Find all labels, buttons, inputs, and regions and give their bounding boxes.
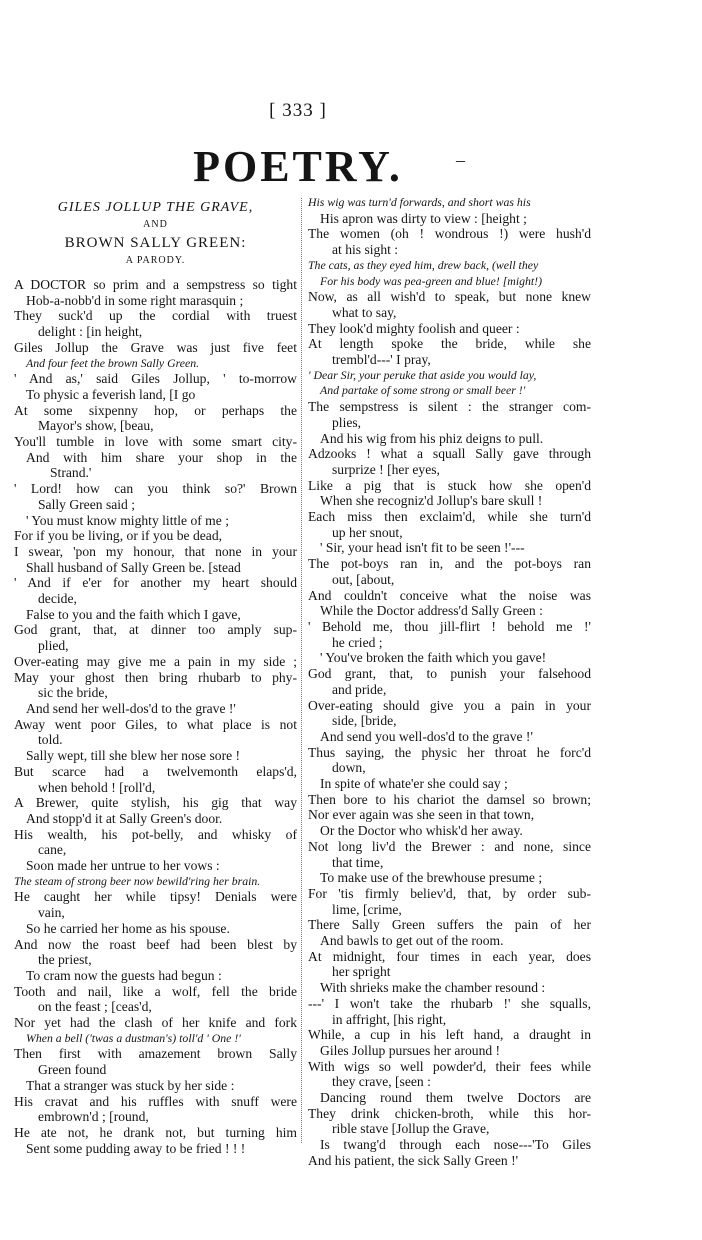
verse-line: out, [about, [332,571,395,587]
verse-line: False to you and the faith which I gave, [26,606,241,622]
verse-line: And send her well-dos'd to the grave !' [26,700,236,716]
verse-line: I swear, 'pon my honour, that none in your [14,543,297,559]
verse-line: Or the Doctor who whisk'd her away. [320,823,523,839]
verse-line: Strand.' [50,465,92,481]
verse-line: While the Doctor address'd Sally Green : [320,603,543,619]
verse-line: And stopp'd it at Sally Green's door. [26,810,223,826]
verse-line: Each miss then exclaim'd, while she turn'd [308,509,591,525]
verse-line: The pot-boys ran in, and the pot-boys ran [308,556,591,572]
poem-parody-label: A PARODY. [125,255,186,266]
verse-line: And couldn't conceive what the noise was [308,587,591,603]
verse-line: For 'tis firmly believ'd, that, by order sub- [308,885,591,901]
verse-line: ' You've broken the faith which you gave! [320,650,547,666]
right-column [308,195,591,1169]
verse-line: God grant, that, to punish your falsehood [308,666,591,682]
verse-line: side, [bride, [332,713,397,729]
verse-line: plied, [38,638,69,654]
verse-line: There Sally Green suffers the pain of her [308,917,591,933]
page-number: [ 333 ] [269,100,327,121]
verse-line: While, a cup in his left hand, a draught in [308,1027,591,1043]
verse-line: ' And if e'er for another my heart should [14,575,297,591]
verse-line: Over-eating may give me a pain in my side ; [14,653,297,669]
verse-line: His wig was turn'd forwards, and short was his [308,195,531,209]
verse-line: trembl'd---' I pray, [332,352,431,368]
verse-line: You'll tumble in love with some smart city- [14,434,297,450]
verse-line: decide, [38,591,77,607]
verse-line: Thus saying, the physic her throat he forc'd [308,744,591,760]
verse-line: For if you be living, or if you be dead, [14,528,223,544]
verse-line: His apron was dirty to view : [height ; [320,210,527,226]
verse-line: For his body was pea-green and blue! [might!) [320,273,543,288]
verse-line: His wealth, his pot-belly, and whisky of [14,826,297,842]
verse-line: surprize ! [her eyes, [332,461,440,477]
verse-line: He ate not, he drank not, but turning him [14,1124,297,1140]
verse-line: His cravat and his ruffles with snuff were [14,1093,297,1109]
poem-title: GILES JOLLUP THE GRAVE, [57,200,254,215]
verse-line: And now the roast beef had been blest by [14,936,297,952]
verse-line: May your ghost then bring rhubarb to phy- [14,669,297,685]
verse-line: ' Lord! how can you think so?' Brown [14,481,297,497]
verse-line: Now, as all wish'd to speak, but none knew [308,289,591,305]
verse-line: Then bore to his chariot the damsel so brown; [308,791,591,807]
verse-line: And bawls to get out of the room. [320,933,504,949]
verse-line: At some sixpenny hop, or perhaps the [14,402,297,418]
verse-line: When she recogniz'd Jollup's bare skull ! [320,493,543,509]
verse-line: ---' I won't take the rhubarb !' she squalls, [308,995,591,1011]
verse-line: what to say, [332,304,397,320]
verse-line: So he carried her home as his spouse. [26,920,230,936]
verse-line: In spite of whate'er she could say ; [320,776,508,792]
left-verse-lines [14,277,297,1156]
verse-line: told. [38,732,63,748]
verse-line: lime, [crime, [332,901,402,917]
left-column [14,197,297,1156]
verse-line: They drink chicken-broth, while this hor- [308,1105,591,1121]
verse-line: up her snout, [332,524,403,540]
verse-line: When a bell ('twas a dustman's) toll'd ' One !' [26,1030,241,1045]
verse-line: and pride, [332,681,387,697]
verse-line: Sally Green said ; [38,496,136,512]
verse-line: A Brewer, quite stylish, his gig that way [14,795,297,811]
verse-line: Nor yet had the clash of her knife and fork [14,1015,297,1031]
verse-line: Tooth and nail, like a wolf, fell the bride [14,983,297,999]
verse-line: And four feet the brown Sally Green. [26,355,200,370]
verse-line: Adzooks ! what a squall Sally gave through [308,446,591,462]
verse-line: plies, [332,414,362,430]
verse-line: Sent some pudding away to be fried ! ! ! [26,1140,246,1156]
verse-line: And with him share your shop in the [26,449,297,465]
column-divider [301,198,302,1143]
right-verse-lines [308,195,591,1169]
verse-line: he cried ; [332,634,383,650]
verse-line: ' Behold me, thou jill-flirt ! behold me !' [308,618,591,634]
verse-line: Hob-a-nobb'd in some right marasquin ; [26,292,244,308]
verse-line: With shrieks make the chamber resound : [320,980,546,996]
verse-line: They look'd mighty foolish and queer : [308,320,520,336]
verse-line: Sally wept, till she blew her nose sore ! [26,748,241,764]
verse-line: The cats, as they eyed him, drew back, (well they [308,257,539,272]
verse-line: ' You must know mighty little of me ; [26,512,229,528]
verse-line: At midnight, four times in each year, does [308,948,591,964]
verse-line: ' Dear Sir, your peruke that aside you would lay, [308,367,537,382]
verse-line: They suck'd up the cordial with truest [14,308,297,324]
decorative-dash: – [456,150,465,170]
verse-line: But scarce had a twelvemonth elaps'd, [14,763,297,779]
verse-line: Like a pig that is stuck how she open'd [308,477,591,493]
verse-line: Not long liv'd the Brewer : and none, since [308,838,591,854]
verse-line: Giles Jollup pursues her around ! [320,1042,501,1058]
verse-line: at his sight : [332,242,399,258]
verse-line: rible stave [Jollup the Grave, [332,1121,490,1137]
verse-line: That a stranger was stuck by her side : [26,1077,235,1093]
verse-line: A DOCTOR so prim and a sempstress so tight [14,277,297,292]
poem-subtitle: BROWN SALLY GREEN: [64,235,247,251]
verse-line: Giles Jollup the Grave was just five feet [14,339,297,355]
verse-line: in affright, [his right, [332,1011,447,1027]
verse-line: Green found [38,1062,107,1078]
verse-line: that time, [332,854,384,870]
verse-line: her spright [332,964,391,980]
verse-line: Mayor's show, [beau, [38,418,154,434]
verse-line: down, [332,760,366,776]
verse-line: Dancing round them twelve Doctors are [320,1090,591,1106]
verse-line: To make use of the brewhouse presume ; [320,870,543,886]
section-title: POETRY. [193,142,403,191]
verse-line: With wigs so well powder'd, their fees while [308,1058,591,1074]
verse-line: sic the bride, [38,685,108,701]
verse-line: cane, [38,842,67,858]
verse-line: they crave, [seen : [332,1074,431,1090]
verse-line: And his patient, the sick Sally Green !' [308,1152,519,1168]
verse-line: And partake of some strong or small beer !' [320,383,526,398]
verse-line: Then first with amazement brown Sally [14,1046,297,1062]
verse-line: The women (oh ! wondrous !) were hush'd [308,226,591,242]
verse-line: At length spoke the bride, while she [308,336,591,352]
verse-line: vain, [38,905,65,921]
verse-line: the priest, [38,952,92,968]
verse-line: Shall husband of Sally Green be. [stead [26,559,241,575]
verse-line: And his wig from his phiz deigns to pull. [320,430,544,446]
verse-line: ' And as,' said Giles Jollup, ' to-morrow [14,371,297,387]
verse-line: The sempstress is silent : the stranger com- [308,399,591,415]
verse-line: embrown'd ; [round, [38,1109,149,1125]
verse-line: And send you well-dos'd to the grave !' [320,728,533,744]
verse-line: The steam of strong beer now bewild'ring her brain. [14,873,261,888]
poem-and: AND [143,219,168,230]
verse-line: Over-eating should give you a pain in your [308,697,591,713]
verse-line: ' Sir, your head isn't fit to be seen !'--- [320,540,525,556]
verse-line: when behold ! [roll'd, [38,779,156,795]
verse-line: Soon made her untrue to her vows : [26,858,220,874]
verse-line: delight : [in height, [38,324,143,340]
verse-line: on the feast ; [ceas'd, [38,999,152,1015]
verse-line: He caught her while tipsy! Denials were [14,889,297,905]
verse-line: God grant, that, at dinner too amply sup- [14,622,297,638]
verse-line: Nor ever again was she seen in that town, [308,807,535,823]
verse-line: To cram now the guests had begun : [26,967,222,983]
verse-line: Away went poor Giles, to what place is not [14,716,297,732]
verse-line: To physic a feverish land, [I go [26,386,196,402]
verse-line: Is twang'd through each nose---'To Giles [320,1137,591,1153]
